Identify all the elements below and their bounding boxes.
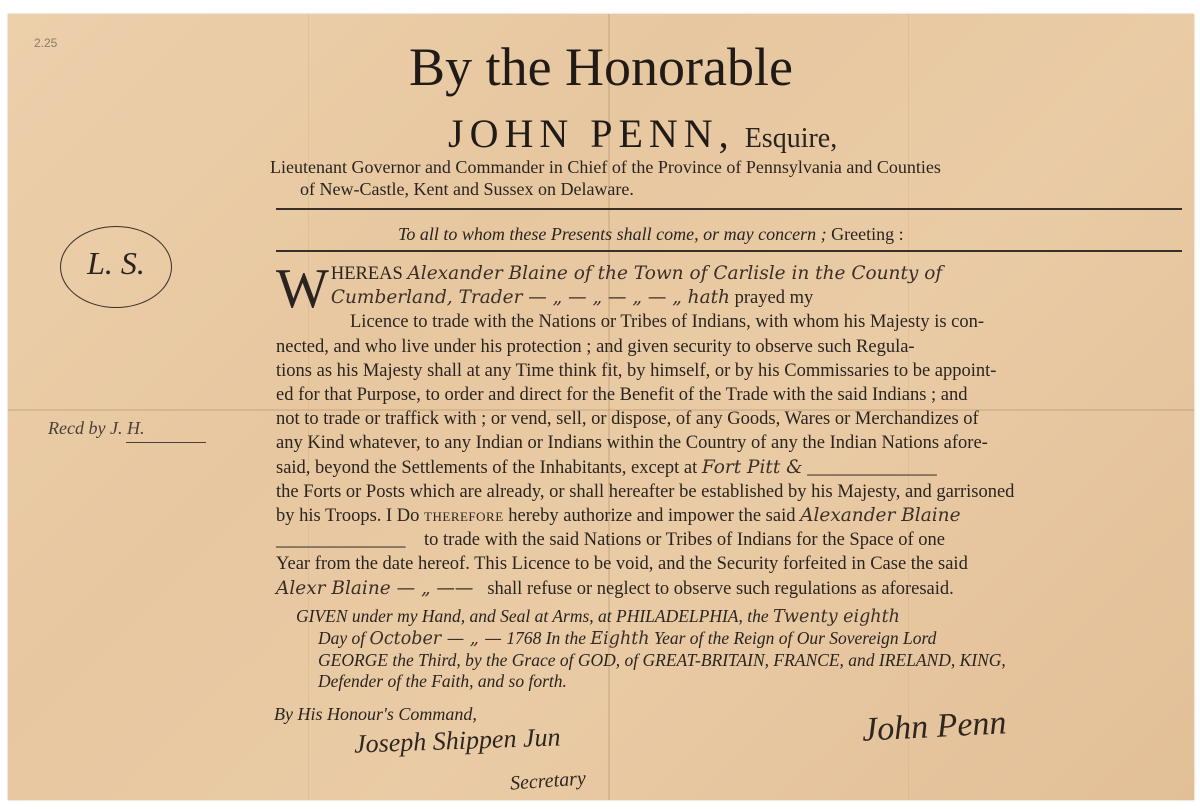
- body-line: not to trade or traffick with ; or vend, sell, or dispose, of any Goods, Wares or Merchandizes of: [276, 409, 979, 430]
- body-print: by his Troops. I Do: [276, 506, 420, 527]
- seal-label: L. S.: [87, 245, 145, 281]
- given-print: Year of the Reign of Our Sovereign Lord: [653, 628, 937, 648]
- body-line: tions as his Majesty shall at any Time think fit, by himself, or by his Commissaries to be appoint-: [276, 360, 997, 381]
- handwritten-day: Twenty eighth: [773, 607, 900, 627]
- secretary-title: Secretary: [509, 767, 587, 795]
- given-print: Day of: [318, 628, 366, 648]
- office-line-2: of New-Castle, Kent and Sussex on Delaware.: [300, 179, 634, 199]
- secretary-signature: Joseph Shippen Jun: [353, 722, 561, 759]
- body-line: the Forts or Posts which are already, or shall hereafter be established by his Majesty, and garrisoned: [276, 481, 1015, 502]
- body-print: HEREAS: [330, 264, 403, 284]
- greeting-text: To all to whom these Presents shall come, or may concern ;: [398, 224, 827, 244]
- body-line-troops: [276, 504, 1181, 528]
- document-title: By the Honorable: [409, 37, 793, 97]
- body-line-refuse: [276, 577, 1181, 601]
- governor-name-line: [448, 110, 837, 157]
- body-print: to trade with the said Nations or Tribes of Indians for the Space of one: [424, 530, 945, 551]
- body-line-1: [276, 262, 1181, 286]
- body-line: Licence to trade with the Nations or Tribes of Indians, with whom his Majesty is con-: [350, 312, 985, 333]
- body-line-2: [276, 286, 1181, 310]
- given-print: 1768 In the: [506, 628, 587, 648]
- handwritten-residence: Cumberland, Trader — „ — „ — „ — „ hath: [330, 287, 730, 309]
- given-print: GIVEN under my Hand, and Seal at Arms, at PHILADELPHIA, the: [296, 606, 769, 626]
- drop-cap: W: [276, 258, 329, 320]
- handwritten-location: Fort Pitt &: [701, 456, 803, 478]
- blank-line: ______________: [807, 457, 937, 478]
- given-line-2: [296, 628, 1006, 650]
- governor-office: [270, 156, 1170, 200]
- body-print: hereby authorize and impower the said: [508, 506, 796, 527]
- body-caps: therefore: [424, 506, 504, 527]
- seal-circle: [60, 226, 172, 308]
- greeting-word: Greeting :: [831, 224, 904, 244]
- handwritten-regnal-year: Eighth: [590, 629, 650, 649]
- given-line-1: [296, 606, 1006, 628]
- command-line: By His Honour's Command,: [274, 704, 477, 724]
- body-line-fort: [276, 456, 1181, 480]
- handwritten-name: Alexr Blaine — „ ——: [276, 577, 474, 599]
- corner-mark: 2.25: [34, 36, 58, 50]
- body-line: Year from the date hereof. This Licence to be void, and the Security forfeited in Case the said: [276, 554, 968, 575]
- margin-note: Recd by J. H.: [48, 418, 145, 438]
- body-line: ed for that Purpose, to order and direct for the Benefit of the Trade with the said Indians ; and: [276, 385, 968, 406]
- licence-body: [276, 258, 1181, 601]
- given-line-3: GEORGE the Third, by the Grace of GOD, of GREAT-BRITAIN, FRANCE, and IRELAND, KING,: [318, 650, 1006, 670]
- greeting-rule: [276, 250, 1182, 252]
- header-rule: [276, 208, 1182, 210]
- margin-underline: [126, 442, 206, 443]
- body-print: said, beyond the Settlements of the Inhabitants, except at: [276, 457, 698, 478]
- governor-signature: John Penn: [861, 704, 1008, 749]
- handwritten-name: Alexander Blaine of the Town of Carlisle in the County of: [407, 263, 943, 284]
- body-line: nected, and who live under his protection ; and given security to observe such Regula-: [276, 336, 915, 357]
- blank-line: ______________: [276, 530, 406, 551]
- document-paper: [8, 14, 1194, 800]
- body-print: shall refuse or neglect to observe such regulations as aforesaid.: [487, 578, 954, 599]
- handwritten-name: Alexander Blaine: [800, 505, 961, 527]
- greeting: [398, 224, 904, 245]
- given-clause: [296, 606, 1006, 692]
- body-line: any Kind whatever, to any Indian or Indians within the Country of any the Indian Nations afore-: [276, 433, 988, 454]
- body-line-trade: [276, 528, 1181, 552]
- handwritten-month: October — „ —: [369, 629, 502, 649]
- office-line-1: Lieutenant Governor and Commander in Chief of the Province of Pennsylvania and Counties: [270, 157, 941, 177]
- governor-name: JOHN PENN,: [448, 111, 735, 156]
- esquire-title: Esquire,: [744, 123, 838, 154]
- given-line-4: Defender of the Faith, and so forth.: [318, 671, 567, 691]
- body-print: prayed my: [734, 288, 814, 309]
